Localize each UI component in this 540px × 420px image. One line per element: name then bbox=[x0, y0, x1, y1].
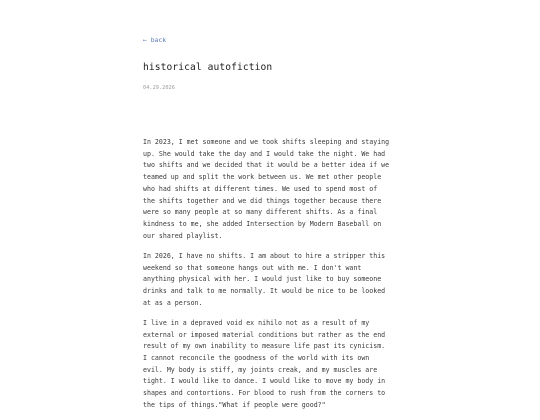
paragraph-line: I cannot reconcile the goodness of the world with its own bbox=[143, 353, 370, 362]
paragraph-line: kindness to me, she added Intersection by Modern Baseball on bbox=[143, 219, 382, 228]
back-link[interactable]: ← back bbox=[143, 36, 167, 44]
paragraph-line: our shared playlist. bbox=[143, 231, 223, 240]
paragraph-line: who had shifts at different times. We used to spend most of bbox=[143, 184, 378, 193]
post-title: historical autofiction bbox=[143, 62, 273, 73]
paragraph-line: I live in a depraved void ex nihilo not as a result of my bbox=[143, 318, 370, 327]
paragraph-line: were so many people at so many different shifts. As a final bbox=[143, 208, 378, 217]
paragraph-line: weekend so that someone hangs out with me. I don't want bbox=[143, 263, 362, 272]
paragraph-line: anything physical with her. I would just like to buy someone bbox=[143, 275, 382, 284]
paragraph-line: up. She would take the day and I would take the night. We had bbox=[143, 149, 386, 158]
paragraph-line: drinks and talk to me normally. It would be nice to be looked bbox=[143, 286, 386, 295]
paragraph-2 bbox=[143, 251, 395, 310]
paragraph-line: tight. I would like to dance. I would like to move my body in bbox=[143, 377, 386, 386]
paragraph-line: the shifts together and we did things together because there bbox=[143, 196, 382, 205]
post-date: 04.29.2026 bbox=[143, 85, 175, 91]
paragraph-line: In 2026, I have no shifts. I am about to hire a stripper this bbox=[143, 251, 386, 260]
paragraph-1 bbox=[143, 137, 395, 242]
post-body bbox=[143, 137, 395, 420]
paragraph-line: evil. My body is stiff, my joints creak, and my muscles are bbox=[143, 365, 378, 374]
paragraph-3 bbox=[143, 318, 395, 412]
paragraph-line: two shifts and we decided that it would be a better idea if we bbox=[143, 161, 390, 170]
paragraph-line: result of my own inability to measure life past its cynicism. bbox=[143, 342, 386, 351]
paragraph-line: the tips of things."What if people were good?" bbox=[143, 400, 326, 409]
paragraph-line: In 2023, I met someone and we took shifts sleeping and staying bbox=[143, 138, 390, 146]
paragraph-line: teamed up and split the work between us. We met other people bbox=[143, 173, 382, 182]
paragraph-line: shapes and contortions. For blood to rush from the corners to bbox=[143, 389, 386, 398]
paragraph-line: external or imposed material conditions but rather as the end bbox=[143, 330, 386, 339]
paragraph-line: at as a person. bbox=[143, 298, 203, 307]
